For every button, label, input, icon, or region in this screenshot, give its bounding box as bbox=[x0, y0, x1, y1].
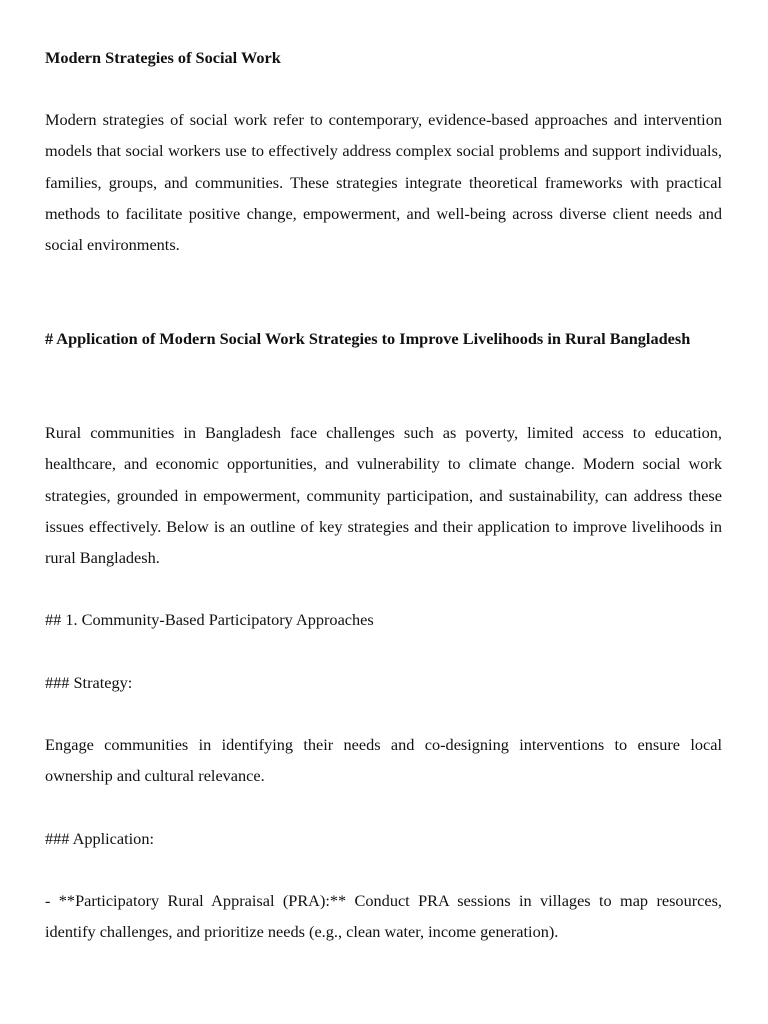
subsection-heading: ## 1. Community-Based Participatory Approaches bbox=[45, 610, 374, 629]
section-paragraph: Rural communities in Bangladesh face challenges such as poverty, limited access to education, healthcare, and economic opportunities, and vulnerability to climate change. Modern social work strategies, grounded in empowerment, community participation, and sustainability, can address these issues effectively. Below is an outline of key strategies and their application to improve livelihoods in rural Bangladesh. bbox=[45, 423, 722, 568]
strategy-heading: ### Strategy: bbox=[45, 673, 133, 692]
strategy-paragraph: Engage communities in identifying their needs and co-designing interventions to ensure local ownership and cultural relevance. bbox=[45, 735, 722, 786]
document-title: Modern Strategies of Social Work bbox=[45, 48, 281, 67]
intro-paragraph: Modern strategies of social work refer to contemporary, evidence-based approaches and intervention models that social workers use to effectively address complex social problems and support individuals, families, groups, and communities. These strategies integrate theoretical frameworks with practical methods to facilitate positive change, empowerment, and well-being across diverse client needs and social environments. bbox=[45, 110, 722, 255]
section-heading: # Application of Modern Social Work Strategies to Improve Livelihoods in Rural Bangladesh bbox=[45, 329, 691, 348]
bullet-item-pra: - **Participatory Rural Appraisal (PRA):** Conduct PRA sessions in villages to map resources, identify challenges, and prioritize needs (e.g., clean water, income generation). bbox=[45, 891, 722, 942]
application-heading: ### Application: bbox=[45, 829, 154, 848]
